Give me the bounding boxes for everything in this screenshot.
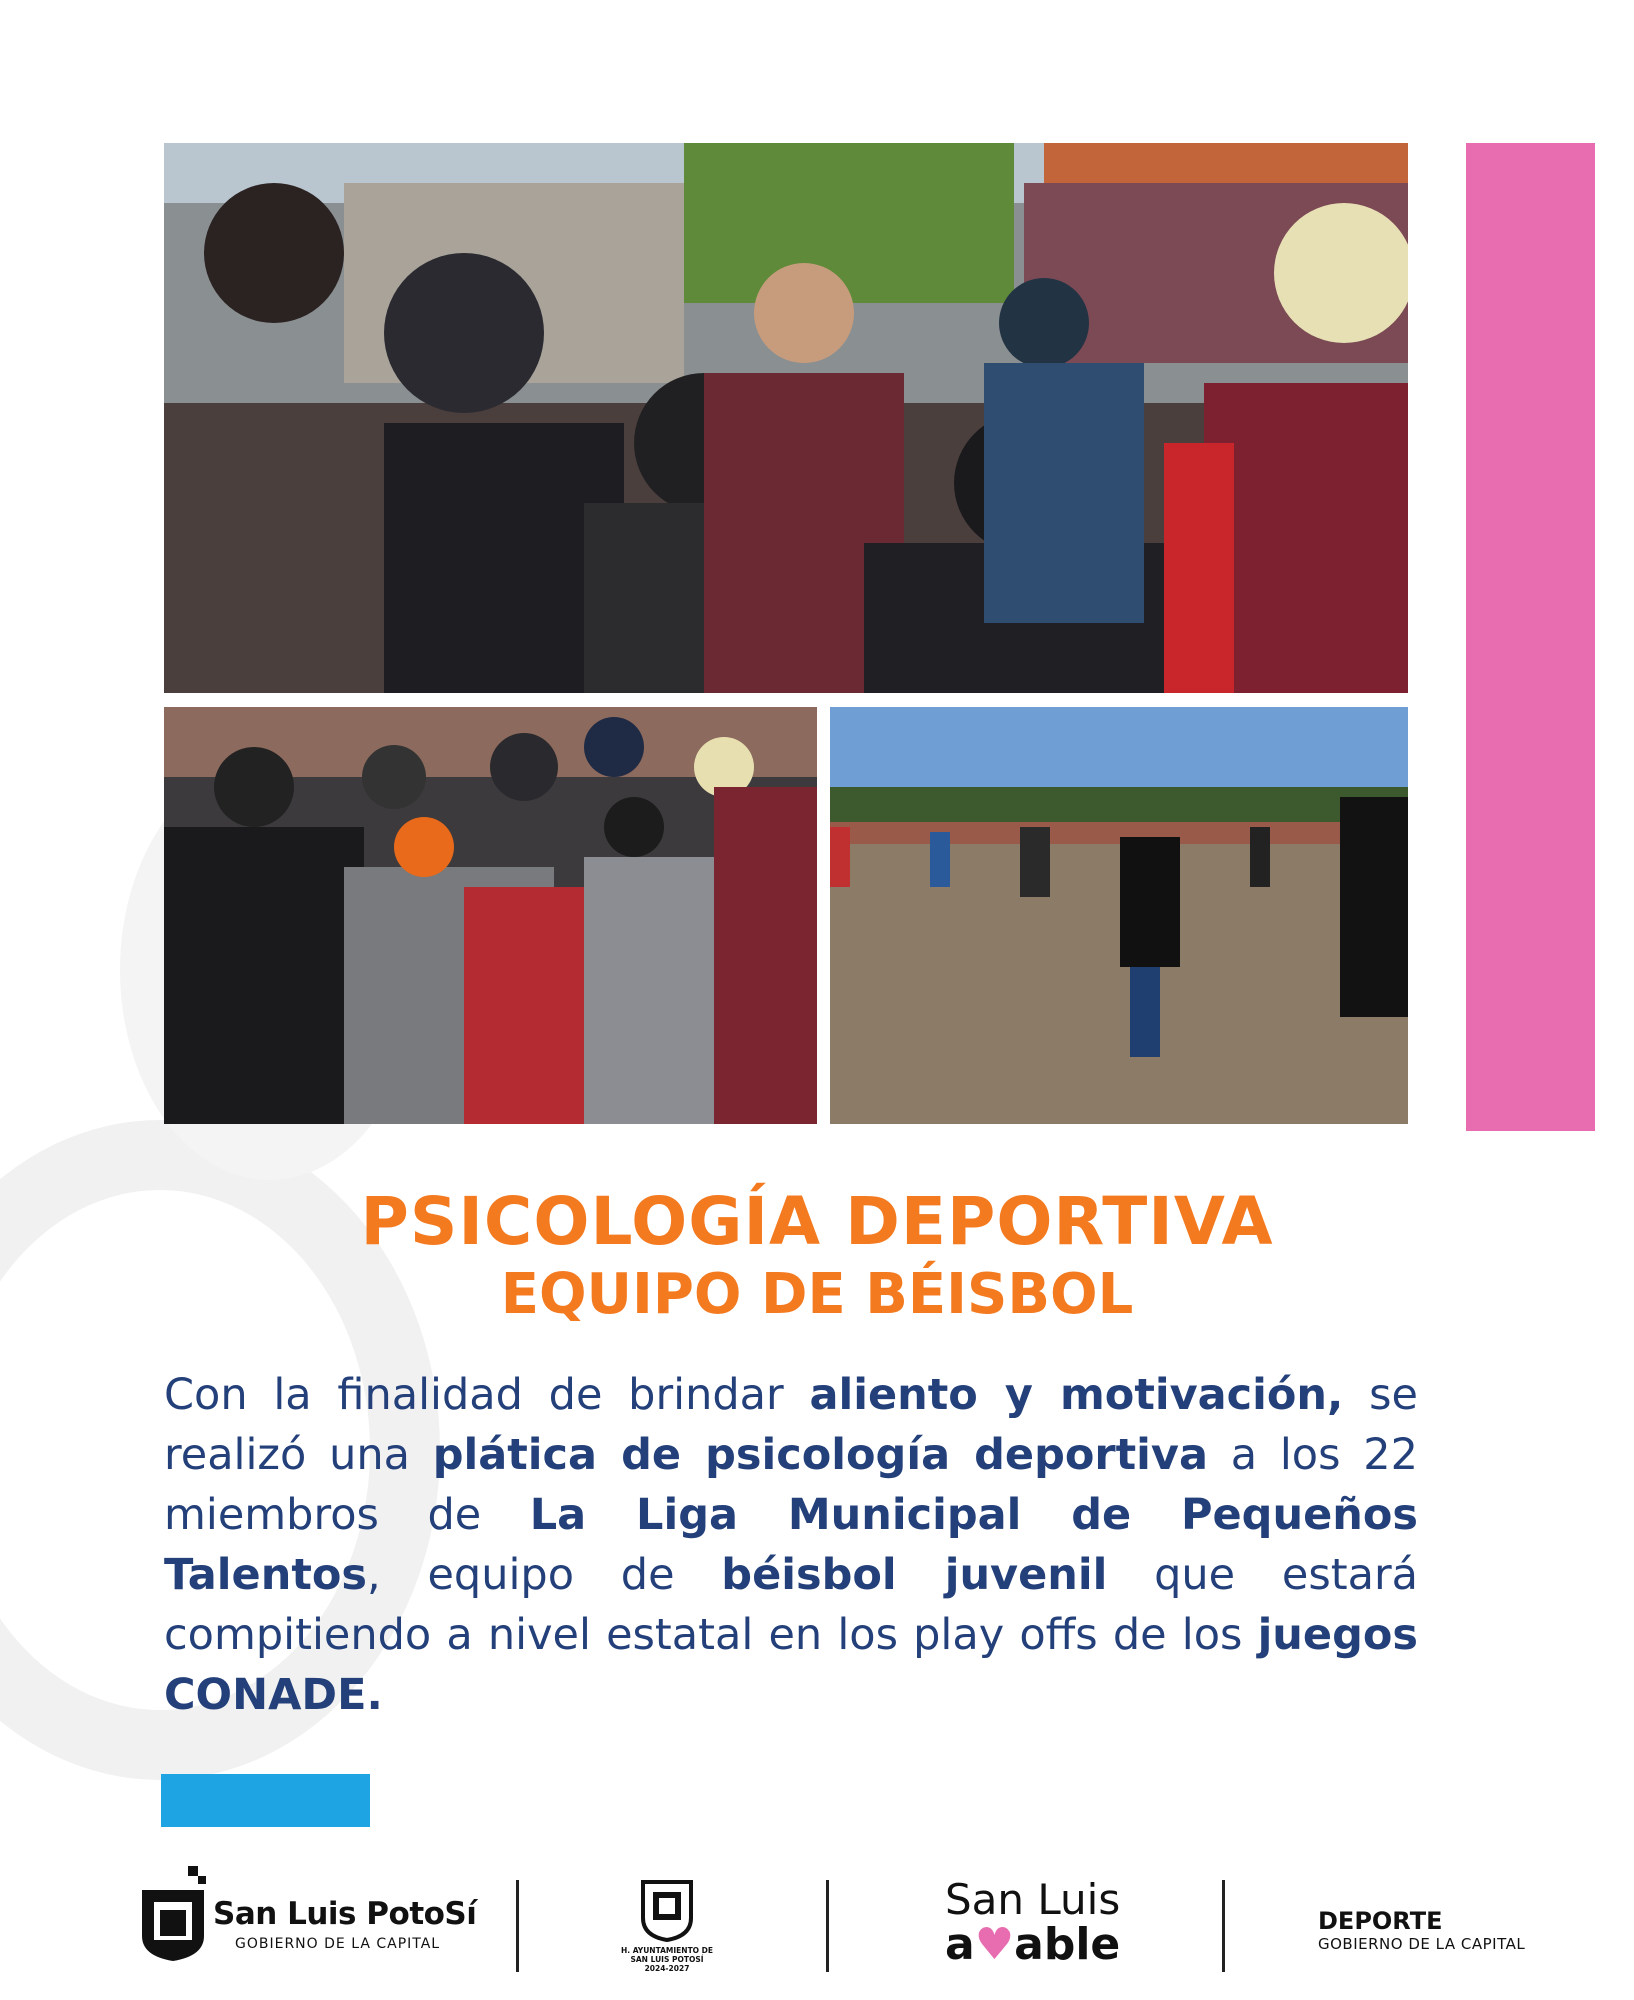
blue-accent-bar — [161, 1774, 370, 1827]
amable-rest: able — [1014, 1919, 1121, 1970]
deporte-logo — [1318, 1907, 1525, 1953]
deporte-title: DEPORTE — [1318, 1907, 1443, 1935]
amable-a: a — [945, 1919, 975, 1970]
ayuntamiento-logo — [612, 1876, 722, 1973]
footer-divider — [1222, 1880, 1225, 1972]
logo-title: San Luis PotoSí — [213, 1896, 477, 1932]
bottom-right-photo — [830, 707, 1408, 1124]
san-luis-amable-logo — [945, 1875, 1121, 1970]
amable-line1: San Luis — [945, 1875, 1121, 1924]
footer-divider — [516, 1880, 519, 1972]
logo-subtitle: GOBIERNO DE LA CAPITAL — [235, 1936, 441, 1952]
municipal-shield-icon — [639, 1876, 695, 1942]
page-subtitle: EQUIPO DE BÉISBOL — [500, 1262, 1134, 1327]
city-crest-icon — [138, 1866, 210, 1962]
footer-divider — [826, 1880, 829, 1972]
ayuntamiento-line2: SAN LUIS POTOSÍ — [630, 1955, 704, 1964]
heart-icon: ♥ — [974, 1919, 1015, 1970]
ayuntamiento-line1: H. AYUNTAMIENTO DE — [620, 1946, 714, 1955]
top-photo — [164, 143, 1408, 693]
body-paragraph: Con la finalidad de brindar aliento y motivación, se realizó una plática de psicología deportiva a los 22 miembros de La Liga Municipal de Pequeños Talentos, equipo de béisbol juvenil que estará compitiendo a nivel estatal en los play offs de los juegos CONADE. — [164, 1370, 1419, 1720]
page-title: PSICOLOGÍA DEPORTIVA — [360, 1183, 1274, 1260]
bottom-left-photo — [164, 707, 817, 1124]
pink-accent-bar — [1466, 143, 1595, 1131]
ayuntamiento-line3: 2024-2027 — [644, 1964, 690, 1973]
deporte-subtitle: GOBIERNO DE LA CAPITAL — [1318, 1935, 1526, 1953]
san-luis-potosi-logo — [138, 1866, 210, 1966]
